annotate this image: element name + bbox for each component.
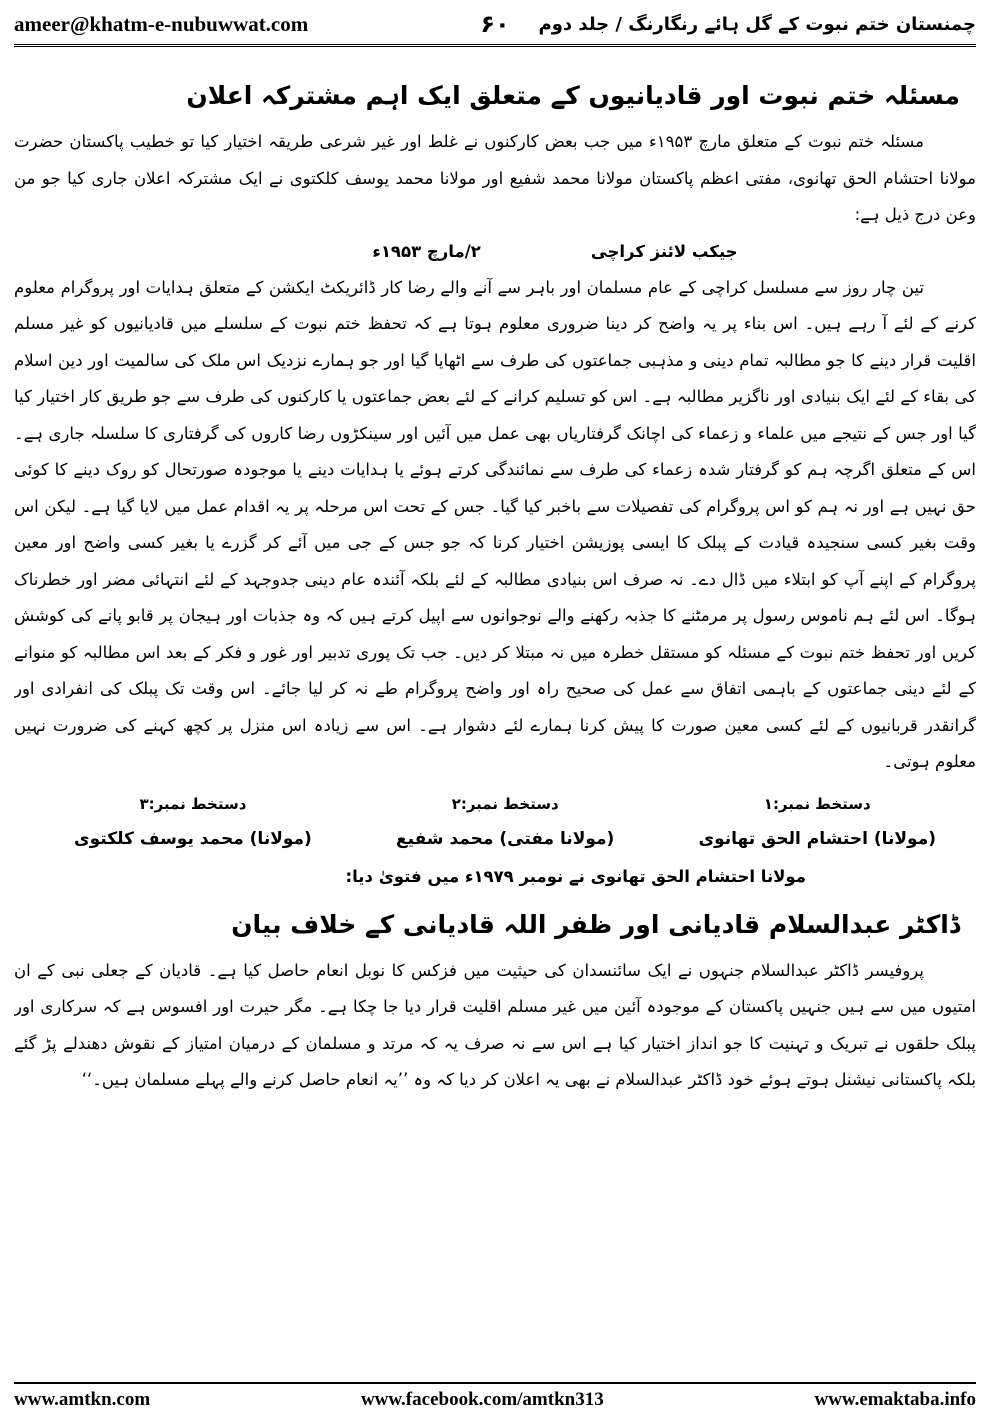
header-email[interactable]: ameer@khatm-e-nubuwwat.com: [14, 11, 309, 36]
fatwa-intro: مولانا احتشام الحق تھانوی نے نومبر ۱۹۷۹ء میں فتویٰ دیا:: [345, 866, 806, 886]
signature-name: (مولانا) محمد یوسف کلکتوی: [74, 828, 312, 849]
page-content: [14, 52, 976, 1378]
footer-website-link[interactable]: www.amtkn.com: [14, 1389, 151, 1410]
dateline-date: ۲/مارچ ۱۹۵۳ء: [372, 241, 481, 261]
section2-body: پروفیسر ڈاکٹر عبدالسلام جنہوں نے ایک سائنسدان کی حیثیت میں فزکس کا نوبل انعام حاصل کیا ہے۔ قادیان کے جعلی نبی کے ان امتیوں میں سے ہیں جنہیں پاکستان کے موجودہ آئین میں غیر مسلم اقلیت قرار دیا جا چکا ہے۔ مگر حیرت اور افسوس ہے کہ سرکاری اور پبلک حلقوں نے تبریک و تہنیت کا جو انداز اختیار کیا ہے اس سے نہ صرف یہ کہ مرتد و مسلمان کے درمیان امتیاز کے نقوش دھندلے پڑ گئے بلکہ پاکستانی نیشنل ہوتے ہوئے خود ڈاکٹر عبدالسلام نے بھی یہ اعلان کر دیا کہ وہ ’’یہ انعام حاصل کرنے والے پہلے مسلمان ہیں۔‘‘: [14, 960, 976, 1089]
dateline: [14, 234, 976, 270]
signature-name: (مولانا مفتی) محمد شفیع: [396, 828, 615, 849]
signature-2: [396, 789, 614, 859]
signature-label: دستخط نمبر:۲: [451, 794, 559, 813]
signature-1: [699, 789, 936, 859]
dateline-place: جیکب لائنز کراچی: [590, 241, 738, 261]
signature-label: دستخط نمبر:۱: [763, 794, 871, 813]
announcement-body: تین چار روز سے مسلسل کراچی کے عام مسلمان اور باہر سے آنے والے رضا کار ڈائریکٹ ایکشن کے متعلق ہدایات اور پروگرام معلوم کرنے کے لئے آ رہے ہیں۔ اس بناء پر یہ واضح کر دینا ضروری معلوم ہوتا ہے کہ تحفظ ختم نبوت کے سلسلے میں قادیانیوں کو غیر مسلم اقلیت قرار دینے کا جو مطالبہ تمام دینی و مذہبی جماعتوں کی طرف سے اٹھایا گیا اور جو ہمارے نزدیک اس ملک کی سالمیت اور دین اسلام کی بقاء کے لئے ایک بنیادی اور ناگزیر مطالبہ ہے۔ اس کو تسلیم کرانے کے لئے بعض جماعتوں یا کارکنوں کی طرف سے جو طریق کار اختیار کیا گیا اور جس کے نتیجے میں علماء و زعماء کی اچانک گرفتاریاں بھی عمل میں آئیں اور سینکڑوں رضا کاروں کی گرفتاری کا سلسلہ جاری ہے۔ اس کے متعلق اگرچہ ہم کو گرفتار شدہ زعماء کی طرف سے نمائندگی کرتے ہوئے یا ہدایات دینے یا موجودہ صورتحال کو روک دینے کا کوئی حق نہیں ہے اور نہ ہم کو اس پروگرام کی تفصیلات سے باخبر کیا گیا۔ جس کے تحت اس مرحلہ پر یہ اقدام عمل میں لایا گیا ہے۔ لیکن اس وقت بغیر کسی سنجیدہ قیادت کے پبلک کا ایسی پوزیشن اختیار کرنا کہ جو جس کے جی میں آئے کر گزرے یا بغیر کسی واضح اور معین پروگرام کے اپنے آپ کو ابتلاء میں ڈال دے۔ نہ صرف اس بنیادی مطالبہ کے لئے بلکہ آئندہ عام دینی جدوجہد کے لئے انتہائی مضر اور خطرناک ہوگا۔ اس لئے ہم ناموس رسول پر مرمٹنے کا جذبہ رکھنے والے نوجوانوں سے اپیل کرتے ہیں کہ وہ جذبات اور ہیجان پر قابو پانے کی کوشش کریں اور تحفظ ختم نبوت کے مسئلہ کو مستقل خطرہ میں نہ مبتلا کر دیں۔ جب تک پوری تدبیر اور غور و فکر کے بعد اس مطالبہ کو منوانے کے لئے دینی جماعتوں کے باہمی اتفاق سے عمل کی صحیح راہ اور واضح پروگرام طے نہ کر لیا جائے۔ اس وقت تک پبلک کی انفرادی اور گرانقدر قربانیوں کے لئے کسی معین صورت کا پیش کرنا ہمارے لئے دشوار ہے۔ اس سے زیادہ اس منزل پر کچھ کہنے کی ضرورت نہیں معلوم ہوتی۔: [14, 277, 976, 771]
book-title: چمنستان ختم نبوت کے گل ہائے رنگارنگ / جلد دوم: [538, 13, 976, 35]
section2-heading: ڈاکٹر عبدالسلام قادیانی اور ظفر اللہ قادیانی کے خلاف بیان: [231, 909, 960, 939]
signature-3: [74, 789, 312, 859]
page-footer: [14, 1382, 976, 1416]
signatures: [14, 781, 976, 859]
signature-label: دستخط نمبر:۳: [139, 794, 247, 813]
page-header: [14, 4, 976, 47]
page-number: ۶۰: [480, 10, 510, 38]
section1-heading: مسئلہ ختم نبوت اور قادیانیوں کے متعلق ایک اہم مشترکہ اعلان: [186, 81, 960, 110]
signature-name: (مولانا) احتشام الحق تھانوی: [698, 828, 936, 849]
footer-emaktaba-link[interactable]: www.emaktaba.info: [814, 1389, 976, 1410]
section1-intro: مسئلہ ختم نبوت کے متعلق مارچ ۱۹۵۳ء میں جب بعض کارکنوں نے غلط اور غیر شرعی طریقہ اختیار کیا تو خطیب پاکستان حضرت مولانا احتشام الحق تھانوی، مفتی اعظم پاکستان مولانا محمد شفیع اور مولانا محمد یوسف کلکتوی نے ایک مشترکہ اعلان جاری کیا جو من وعن درج ذیل ہے:: [14, 132, 976, 224]
footer-facebook-link[interactable]: www.facebook.com/amtkn313: [360, 1389, 604, 1410]
